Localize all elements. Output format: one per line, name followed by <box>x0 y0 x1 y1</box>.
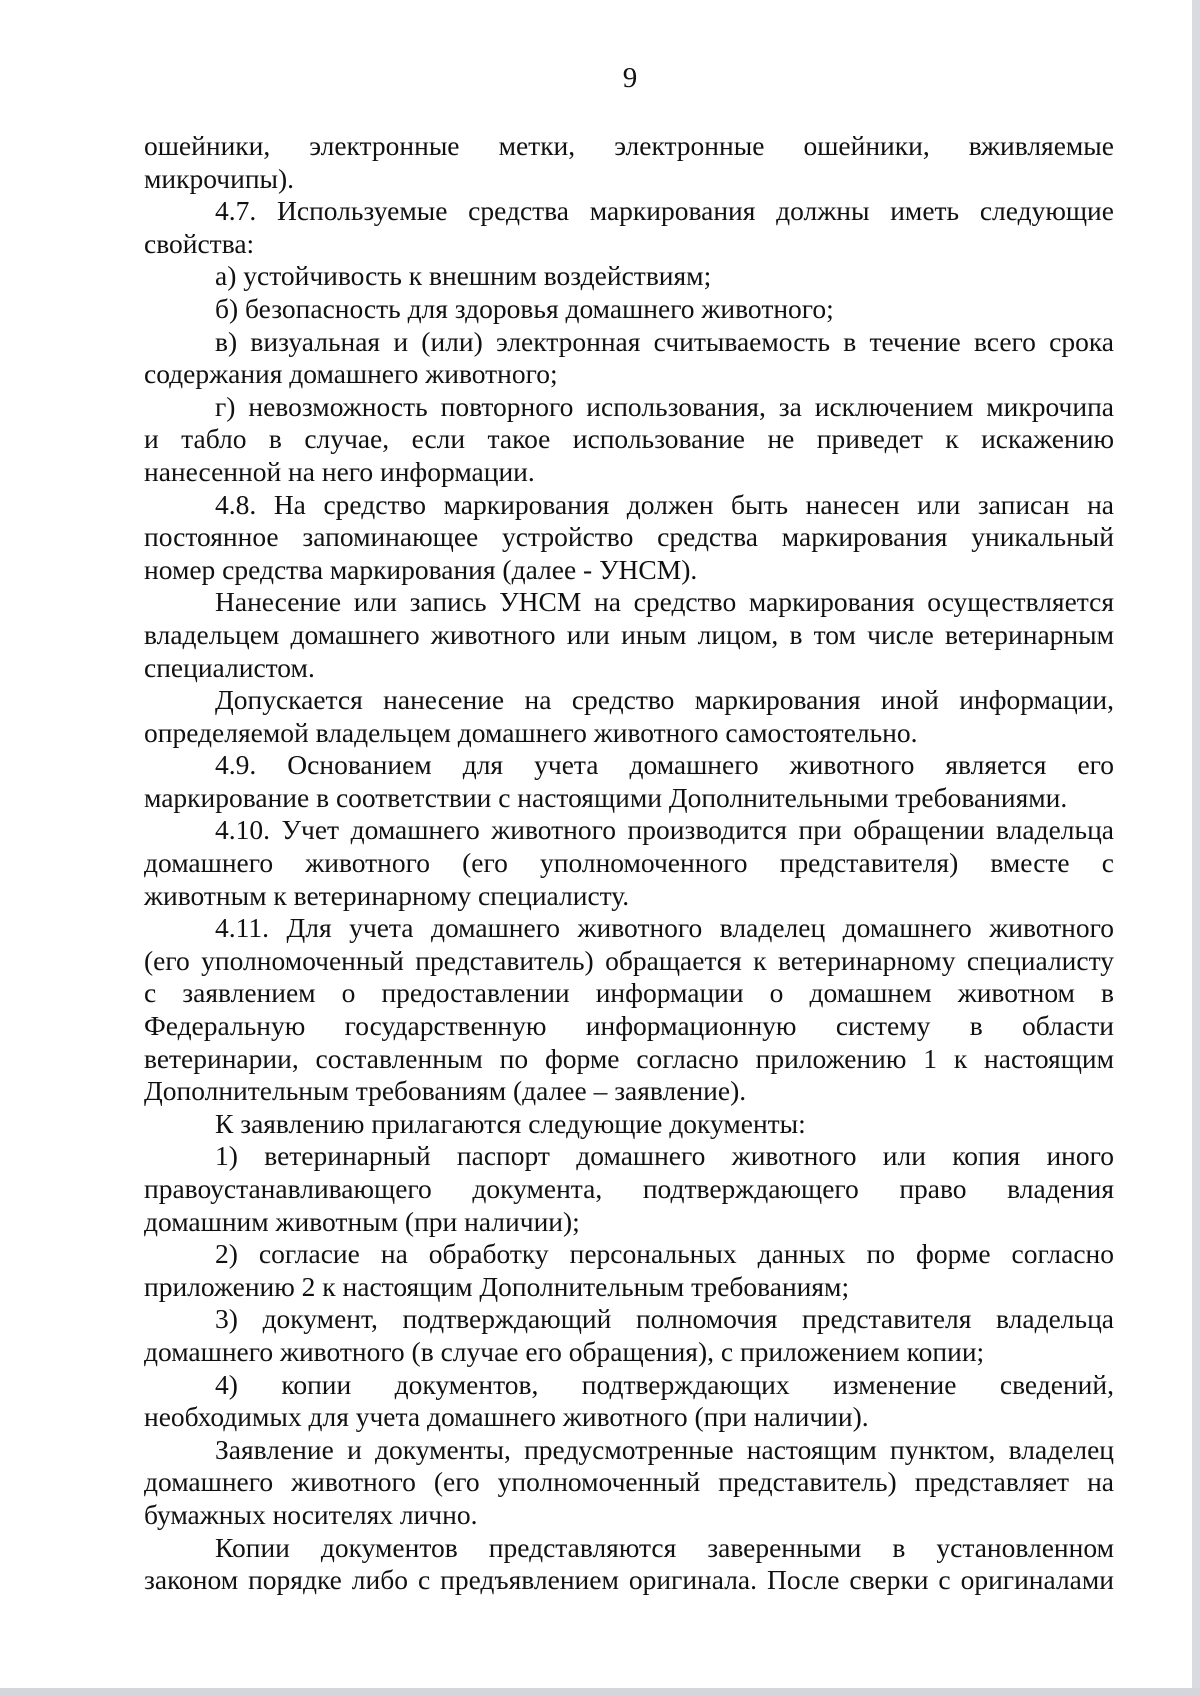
text-line: микрочипы). <box>144 162 295 194</box>
text-line: 4.8. На средство маркирования должен быть нанесен или записан на <box>215 488 1114 520</box>
text-line: домашнего животного (его уполномоченного представителя) вместе с <box>144 847 1114 879</box>
document-body <box>144 130 1114 1597</box>
text-line: владельцем домашнего животного или иным лицом, в том числе ветеринарным <box>144 618 1114 650</box>
scan-edge-right <box>1192 0 1200 1696</box>
page-number: 9 <box>622 62 638 94</box>
text-line: 4.11. Для учета домашнего животного владелец домашнего животного <box>215 912 1114 944</box>
text-line: животным к ветеринарному специалисту. <box>144 879 630 911</box>
text-line: 4.9. Основанием для учета домашнего животного является его <box>215 749 1114 781</box>
text-line: свойства: <box>144 227 255 259</box>
text-line: Нанесение или запись УНСМ на средство маркирования осуществляется <box>215 586 1114 618</box>
text-line: и табло в случае, если такое использование не приведет к искажению <box>144 423 1114 455</box>
text-line: 4) копии документов, подтверждающих изменение сведений, <box>215 1368 1114 1400</box>
text-line: 4.10. Учет домашнего животного производится при обращении владельца <box>215 814 1114 846</box>
text-line: определяемой владельцем домашнего животного самостоятельно. <box>144 716 918 748</box>
text-line: (его уполномоченный представитель) обращается к ветеринарному специалисту <box>144 944 1114 976</box>
text-line: а) устойчивость к внешним воздействиям; <box>215 260 712 292</box>
text-line: законом порядке либо с предъявлением оригинала. После сверки с оригиналами <box>144 1564 1114 1596</box>
text-line: Копии документов представляются заверенными в установленном <box>215 1531 1114 1563</box>
text-line: домашнего животного (в случае его обращения), с приложением копии; <box>144 1335 985 1367</box>
text-line: Дополнительным требованиям (далее – заявление). <box>144 1075 747 1107</box>
text-line: 2) согласие на обработку персональных данных по форме согласно <box>215 1238 1114 1270</box>
text-line: г) невозможность повторного использования, за исключением микрочипа <box>215 390 1114 422</box>
text-line: маркирование в соответствии с настоящими Дополнительными требованиями. <box>144 781 1068 813</box>
text-line: Федеральную государственную информационную систему в области <box>144 1010 1114 1042</box>
text-line: правоустанавливающего документа, подтверждающего право владения <box>144 1173 1114 1204</box>
text-line: ветеринарии, составленным по форме согласно приложению 1 к настоящим <box>144 1042 1114 1074</box>
text-line: специалистом. <box>144 651 315 683</box>
text-line: ошейники, электронные метки, электронные ошейники, вживляемые <box>144 130 1114 161</box>
scan-edge-bottom <box>0 1688 1200 1696</box>
text-line: постоянное запоминающее устройство средства маркирования уникальный <box>144 521 1114 553</box>
text-line: в) визуальная и (или) электронная считываемость в течение всего срока <box>215 325 1114 357</box>
text-line: К заявлению прилагаются следующие документы: <box>215 1107 806 1139</box>
text-line: Допускается нанесение на средство маркирования иной информации, <box>215 684 1114 716</box>
text-line: нанесенной на него информации. <box>144 455 535 487</box>
text-line: 3) документ, подтверждающий полномочия представителя владельца <box>215 1303 1114 1335</box>
text-line: б) безопасность для здоровья домашнего животного; <box>215 292 834 324</box>
text-line: содержания домашнего животного; <box>144 358 558 390</box>
text-line: домашним животным (при наличии); <box>144 1205 580 1237</box>
text-line: с заявлением о предоставлении информации о домашнем животном в <box>144 977 1114 1009</box>
text-line: домашнего животного (его уполномоченный представитель) представляет на <box>144 1466 1114 1498</box>
text-line: бумажных носителях лично. <box>144 1498 478 1530</box>
text-line: Заявление и документы, предусмотренные настоящим пунктом, владелец <box>215 1433 1114 1465</box>
text-line: 4.7. Используемые средства маркирования должны иметь следующие <box>215 195 1114 227</box>
text-line: 1) ветеринарный паспорт домашнего животного или копия иного <box>215 1140 1114 1172</box>
text-line: приложению 2 к настоящим Дополнительным требованиям; <box>144 1270 850 1302</box>
text-line: необходимых для учета домашнего животного (при наличии). <box>144 1401 869 1433</box>
text-line: номер средства маркирования (далее - УНСМ). <box>144 553 698 585</box>
